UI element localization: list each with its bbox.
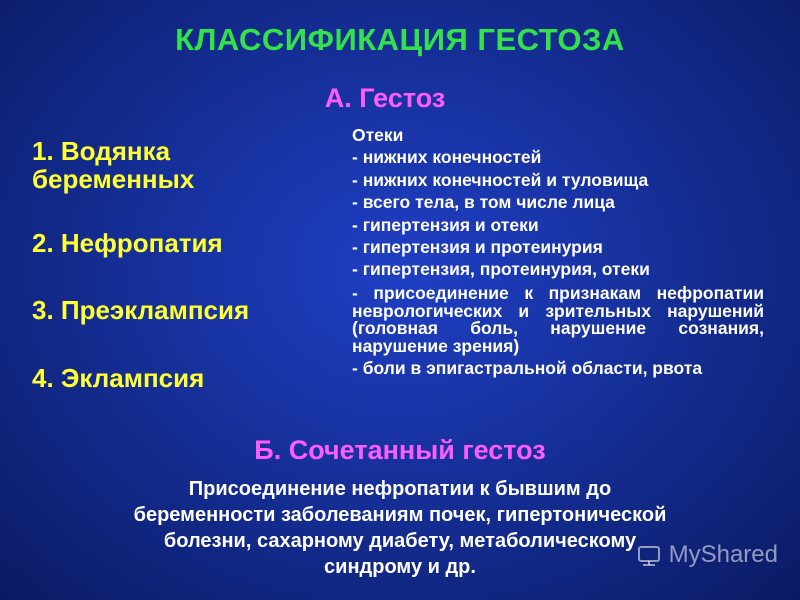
combined-line: синдрому и др.: [324, 556, 476, 578]
stage-preeclampsia: 3. Преэклампсия: [32, 295, 250, 325]
symptom-eclampsia: - боли в эпигастральной области, рвота: [352, 358, 703, 379]
symptom-preeclampsia: - присоединение к признакам нефропатии неврологических и зрительных нарушений (головная боль, нарушение сознания, нарушение зрения): [352, 282, 764, 357]
symptoms-list: [352, 124, 764, 378]
symptom-item: - нижних конечностей: [352, 147, 542, 168]
page-title: КЛАССИФИКАЦИЯ ГЕСТОЗА: [175, 22, 625, 57]
stage-dropsy: [32, 137, 332, 193]
stage-dropsy-line-2: беременных: [32, 164, 195, 194]
symptom-item: - всего тела, в том числе лица: [352, 192, 615, 213]
symptom-item: - гипертензия и протеинурия: [352, 237, 603, 258]
watermark: [637, 541, 778, 569]
section-b-heading: Б. Сочетанный гестоз: [254, 435, 546, 465]
stage-dropsy-line-1: 1. Водянка: [32, 136, 171, 166]
symptom-item: - гипертензия и отеки: [352, 214, 539, 235]
combined-line: болезни, сахарному диабету, метаболическому: [163, 530, 637, 552]
symptom-item: - нижних конечностей и туловища: [352, 169, 649, 190]
combined-line: Присоединение нефропатии к бывшим до: [188, 478, 612, 500]
myshared-logo-icon: [637, 544, 665, 566]
combined-line: беременности заболеваниям почек, гипертонической: [133, 504, 667, 526]
stage-nephropathy: 2. Нефропатия: [32, 228, 223, 258]
symptoms-heading: Отеки: [352, 125, 404, 145]
symptom-item: - гипертензия, протеинурия, отеки: [352, 259, 650, 280]
stage-eclampsia: 4. Эклампсия: [32, 363, 205, 393]
watermark-text: MyShared: [668, 541, 778, 568]
section-a-heading: А. Гестоз: [324, 83, 446, 113]
